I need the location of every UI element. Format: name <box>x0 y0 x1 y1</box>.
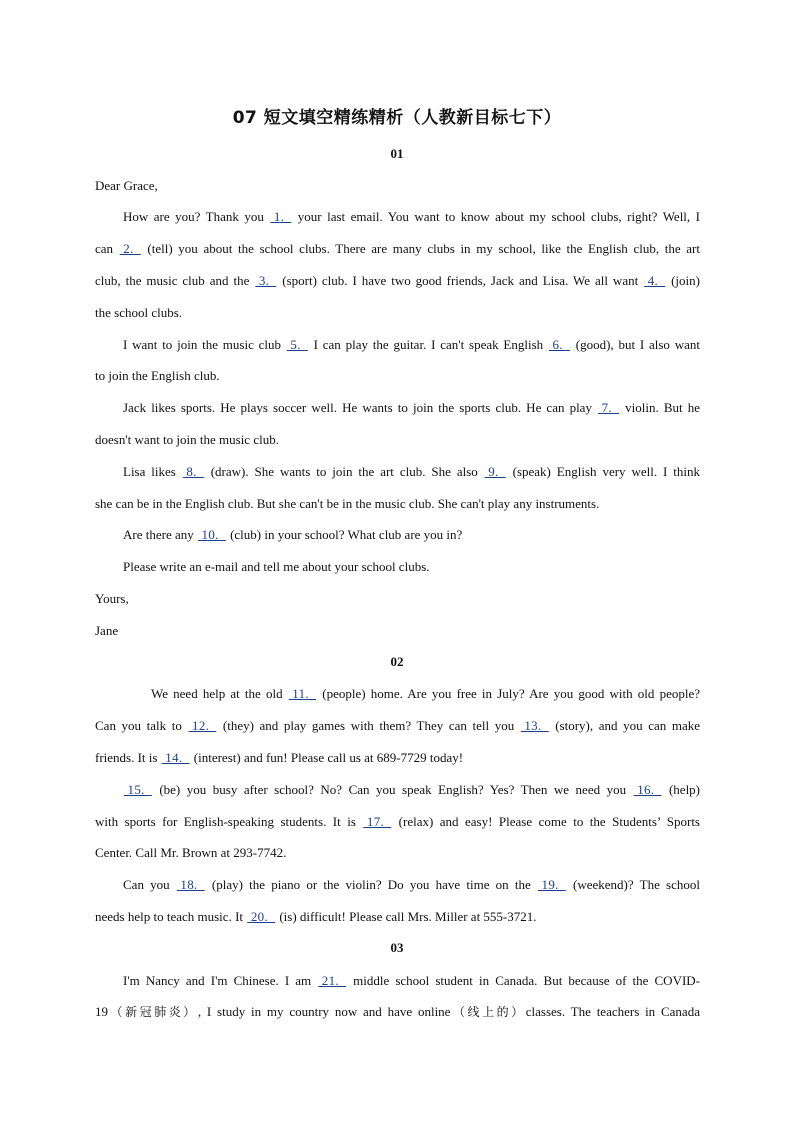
blank-3[interactable]: 3. <box>255 273 277 288</box>
blank-15[interactable]: 15. <box>124 782 152 797</box>
blank-7[interactable]: 7. <box>598 400 620 415</box>
blank-16[interactable]: 16. <box>633 782 662 797</box>
blank-21[interactable]: 21. <box>318 973 347 988</box>
text-line: Center. Call Mr. Brown at 293-7742. <box>95 845 287 860</box>
blank-11[interactable]: 11. <box>288 686 317 701</box>
blank-10[interactable]: 10. <box>198 527 226 542</box>
blank-4[interactable]: 4. <box>644 273 666 288</box>
blank-17[interactable]: 17. <box>363 814 392 829</box>
text-line: Please write an e-mail and tell me about your school clubs. <box>123 559 430 574</box>
text-line: friends. It is 14. (interest) and fun! Please call us at 689-7729 today! <box>95 750 464 765</box>
text-line: I'm Nancy and I'm Chinese. I am 21. middle school student in Canada. But because of the COVID- <box>123 973 700 988</box>
blank-14[interactable]: 14. <box>161 750 190 765</box>
text-line: Can you 18. (play) the piano or the violin? Do you have time on the 19. (weekend)? The school <box>123 877 700 892</box>
text-line: Dear Grace, <box>95 178 158 193</box>
text-line: Lisa likes 8. (draw). She wants to join the art club. She also 9. (speak) English very well. I think <box>123 464 700 479</box>
blank-8[interactable]: 8. <box>182 464 204 479</box>
blank-5[interactable]: 5. <box>286 337 308 352</box>
text-line: to join the English club. <box>95 368 220 383</box>
blank-19[interactable]: 19. <box>538 877 566 892</box>
text-line: with sports for English-speaking students. It is 17. (relax) and easy! Please come to the Students’ Sports <box>95 814 700 829</box>
text-line: doesn't want to join the music club. <box>95 432 279 447</box>
text-line: We need help at the old 11. (people) home. Are you free in July? Are you good with old people? <box>151 686 700 701</box>
blank-13[interactable]: 13. <box>520 718 549 733</box>
text-line: 19（新冠肺炎）, I study in my country now and have online（线上的）classes. The teachers in Canada <box>95 1004 700 1019</box>
text-line: Can you talk to 12. (they) and play games with them? They can tell you 13. (story), and you can make <box>95 718 700 733</box>
text-line: How are you? Thank you 1. your last email. You want to know about my school clubs, right? Well, I <box>123 209 700 224</box>
text-line: Jane <box>95 623 119 638</box>
text-line: the school clubs. <box>95 305 183 320</box>
blank-12[interactable]: 12. <box>188 718 217 733</box>
text-line: 15. (be) you busy after school? No? Can you speak English? Yes? Then we need you 16. (help) <box>124 782 700 797</box>
text-line: Jack likes sports. He plays soccer well. He wants to join the sports club. He can play 7. violin. But he <box>123 400 700 415</box>
text-line: club, the music club and the 3. (sport) club. I have two good friends, Jack and Lisa. We all want 4. (join) <box>95 273 700 288</box>
blank-2[interactable]: 2. <box>119 241 141 256</box>
section-heading-01: 01 <box>390 146 404 161</box>
blank-20[interactable]: 20. <box>247 909 276 924</box>
section-heading-02: 02 <box>390 654 404 669</box>
text-line: she can be in the English club. But she can't be in the music club. She can't play any instruments. <box>95 496 600 511</box>
blank-9[interactable]: 9. <box>484 464 506 479</box>
text-line: Are there any 10. (club) in your school? What club are you in? <box>123 527 463 542</box>
text-line: Yours, <box>95 591 129 606</box>
page-title: 07 短文填空精练精析（人教新目标七下） <box>232 108 562 128</box>
text-line: needs help to teach music. It 20. (is) difficult! Please call Mrs. Miller at 555-3721. <box>95 909 537 924</box>
text-line: can 2. (tell) you about the school clubs. There are many clubs in my school, like the English club, the art <box>95 241 700 256</box>
blank-6[interactable]: 6. <box>548 337 570 352</box>
blank-1[interactable]: 1. <box>270 209 292 224</box>
blank-18[interactable]: 18. <box>176 877 205 892</box>
text-line: I want to join the music club 5. I can play the guitar. I can't speak English 6. (good), but I also want <box>123 337 700 352</box>
section-heading-03: 03 <box>390 940 404 955</box>
